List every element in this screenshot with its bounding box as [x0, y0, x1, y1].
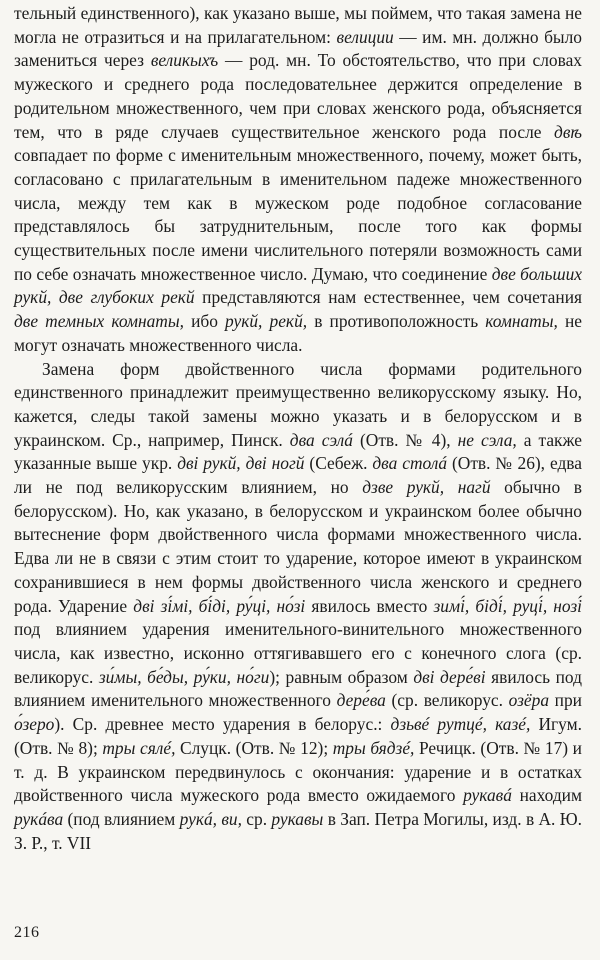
italic-word-form: великыхъ — [150, 50, 219, 71]
text-run: ). Ср. древнее место ударения в белорус.: — [54, 714, 391, 735]
italic-word-form: о́зеро — [14, 714, 55, 735]
text-run: (Отв. № 26), едва ли не под великорусским влиянием, но — [14, 453, 582, 498]
text-run: (Отв. № 4), — [352, 429, 458, 450]
italic-word-form: зи́мы, бе́ды, ру́ки, но́ги — [98, 666, 270, 687]
italic-word-form: не сэла, — [457, 429, 517, 450]
text-run: Игум. (Отв. № 8); — [14, 714, 582, 758]
italic-word-form: рукавá — [463, 785, 512, 806]
italic-word-form: зимі́, біді́, руці́, нозі́ — [433, 595, 583, 616]
text-run: явилось под влиянием именительного множественного — [14, 666, 582, 711]
text-run: в противоположность — [307, 311, 486, 332]
page-number: 216 — [14, 924, 40, 941]
text-run: при — [549, 690, 582, 711]
paragraph-dual-number-replacement — [14, 358, 582, 856]
text-run: тельный единственного), как указано выше, мы поймем, что такая замена не могла не отразиться и на прилагательном: — [14, 3, 582, 47]
italic-word-form: тры бядзé, — [332, 737, 415, 758]
text-run: (Себеж. — [304, 453, 373, 474]
italic-word-form: дере́ва — [336, 690, 386, 711]
text-run: а также указанные выше укр. — [14, 429, 582, 474]
text-run: ибо — [183, 311, 226, 332]
italic-word-form: дві рукй, дві ногй — [177, 453, 305, 474]
text-run: Речицк. (Отв. № 17) и т. д. В украинском передвинулось с окончания: ударение и в остатках двойственного числа мужеского рода вместо ожидаемого — [14, 737, 582, 806]
italic-word-form: два столá — [372, 453, 448, 474]
text-run: обычно в белорусском). Но, как указано, в белорусском и украинском более обычно вытеснение форм двойственного числа формами множественного числа. Едва ли не в связи с этим стоит то ударение, которое имеют в украинском сохранившиеся в нем формы двойственного числа женского и среднего рода. Ударение — [14, 477, 582, 616]
italic-word-form: рукавы — [271, 808, 324, 829]
text-run: Замена форм двойственного числа формами родительного единственного принадлежит преимущественно великорусскому языку. Но, кажется, следы такой замены можно указать и в белорусском и в украинском. Ср., например, Пинск. — [14, 358, 582, 450]
text-run: находим — [511, 785, 582, 806]
italic-word-form: рукй, рекй, — [225, 311, 308, 332]
text-run: (ср. великорус. — [385, 690, 509, 711]
text-run: ср. — [241, 808, 272, 829]
italic-word-form: комнаты, — [485, 311, 558, 332]
text-run: совпадает по форме с именительным множественного, почему, может быть, согласовано с прилагательным в именительном падеже множественного числа, между тем как в мужеском роде подобное согласование представлялось бы затруднительным, после того как формы существительных после имени числительного потеряли возможность сами по себе означать множественное число. Думаю, что соединение — [14, 145, 582, 284]
paragraph-continued — [14, 2, 582, 358]
text-run: Слуцк. (Отв. № 12); — [175, 737, 333, 758]
italic-word-form: тры сялé, — [102, 737, 176, 758]
italic-word-form: рукáва — [14, 808, 64, 829]
italic-word-form: двѣ — [554, 121, 582, 142]
italic-word-form: дві зі́мі, бі́ді, ру́ці, но́зі — [133, 595, 306, 616]
text-run: не могут означать множественного числа. — [14, 311, 583, 355]
text-run: — им. мн. должно было замениться через — [14, 26, 582, 71]
text-run: (под влиянием — [63, 808, 180, 829]
body-text — [14, 2, 582, 855]
text-run: под влиянием ударения именительного-винительного множественного числа, как известно, исконно оттягивавшего его с конечного слога (ср. великорус. — [14, 619, 582, 687]
italic-word-form: рукá, ви, — [179, 808, 242, 829]
italic-word-form: озёра — [508, 690, 550, 711]
italic-word-form: дзьвé рутцé, казé, — [390, 714, 531, 735]
italic-word-form: две темных комнаты, — [14, 311, 184, 332]
italic-word-form: дзве рукй, нагй — [362, 477, 491, 498]
italic-word-form: дві дере́ві — [413, 666, 486, 687]
text-run: явилось вместо — [305, 595, 434, 616]
text-run: в Зап. Петра Могилы, изд. в А. Ю. З. Р., т. VII — [14, 808, 582, 853]
italic-word-form: два сэлá — [289, 429, 353, 450]
italic-word-form: две больших рукй, две глубоких рекй — [14, 263, 582, 308]
italic-word-form: велиции — [336, 26, 394, 47]
text-run: представляются нам естественнее, чем сочетания — [194, 287, 582, 308]
text-run: ); равным образом — [269, 666, 414, 687]
text-run: — род. мн. То обстоятельство, что при словах мужеского и среднего рода последовательнее держится определение в родительном множественного, чем при словах женского рода, объясняется тем, что в ряде случаев существительное женского рода после — [14, 50, 582, 142]
